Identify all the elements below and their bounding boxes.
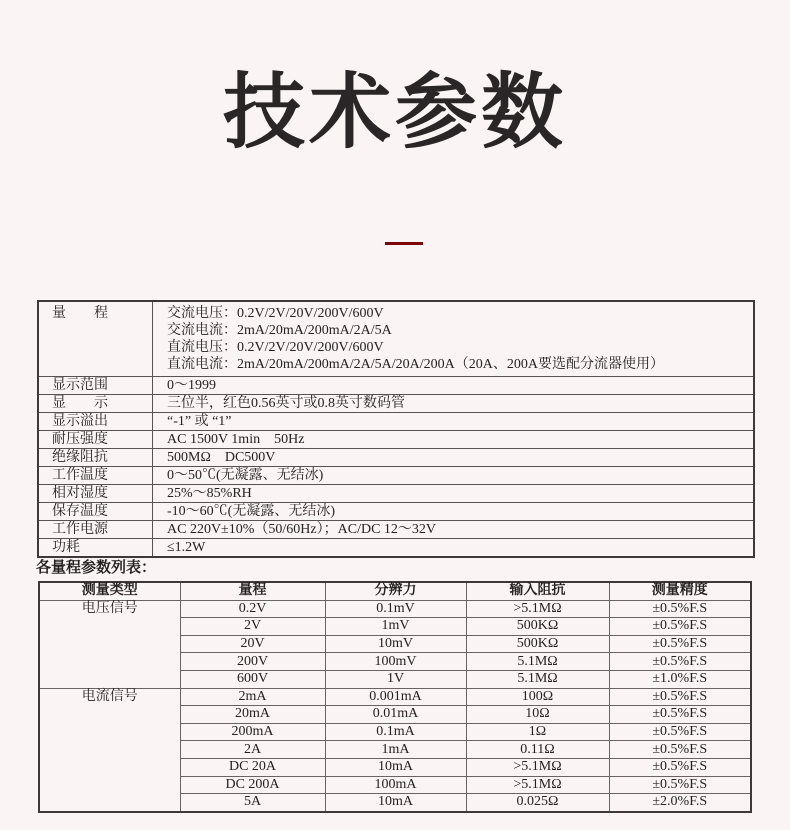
resolution-cell: 1mA — [325, 741, 466, 759]
range-header-cell: 量程 — [180, 582, 325, 600]
accuracy-cell: ±0.5%F.S — [609, 618, 751, 636]
accuracy-cell: ±0.5%F.S — [609, 758, 751, 776]
spec-row — [38, 503, 754, 521]
resolution-cell: 1V — [325, 670, 466, 688]
spec-value: “-1” 或 “1” — [153, 413, 755, 431]
resolution-cell: 100mV — [325, 653, 466, 671]
impedance-cell: 5.1MΩ — [466, 670, 609, 688]
resolution-cell: 10mA — [325, 794, 466, 812]
spec-value: 0～1999 — [153, 377, 755, 395]
resolution-cell: 10mA — [325, 758, 466, 776]
spec-row — [38, 521, 754, 539]
range-table — [38, 581, 752, 813]
accuracy-cell: ±0.5%F.S — [609, 741, 751, 759]
impedance-cell: 10Ω — [466, 706, 609, 724]
range-cell: 0.2V — [180, 600, 325, 618]
range-row — [39, 688, 751, 706]
spec-row — [38, 431, 754, 449]
resolution-cell: 0.1mV — [325, 600, 466, 618]
spec-label: 绝缘阻抗 — [38, 449, 153, 467]
spec-row — [38, 377, 754, 395]
spec-value: AC 220V±10%（50/60Hz）；AC/DC 12～32V — [153, 521, 755, 539]
range-cell: DC 200A — [180, 776, 325, 794]
spec-value-line: 直流电流：2mA/20mA/200mA/2A/5A/20A/200A（20A、200A要选配分流器使用） — [167, 357, 664, 372]
range-cell: 5A — [180, 794, 325, 812]
spec-value-line: 交流电流：2mA/20mA/200mA/2A/5A — [167, 323, 392, 338]
range-header-cell: 测量类型 — [39, 582, 180, 600]
spec-label: 显示范围 — [38, 377, 153, 395]
spec-value: -10～60℃(无凝露、无结冰) — [153, 503, 755, 521]
spec-value: 25%～85%RH — [153, 485, 755, 503]
spec-label: 功耗 — [38, 539, 153, 558]
range-header-cell: 分辨力 — [325, 582, 466, 600]
resolution-cell: 0.1mA — [325, 723, 466, 741]
accuracy-cell: ±2.0%F.S — [609, 794, 751, 812]
spec-label: 显 示 — [38, 395, 153, 413]
impedance-cell: 500KΩ — [466, 618, 609, 636]
spec-value: 500MΩ DC500V — [153, 449, 755, 467]
accuracy-cell: ±0.5%F.S — [609, 723, 751, 741]
accuracy-cell: ±0.5%F.S — [609, 653, 751, 671]
impedance-cell: 100Ω — [466, 688, 609, 706]
spec-label: 相对湿度 — [38, 485, 153, 503]
measure-type-cell: 电流信号 — [39, 688, 180, 812]
spec-value-line: 交流电压：0.2V/2V/20V/200V/600V — [167, 306, 384, 321]
spec-row — [38, 539, 754, 558]
range-cell: 2A — [180, 741, 325, 759]
range-cell: 20V — [180, 635, 325, 653]
impedance-cell: 0.11Ω — [466, 741, 609, 759]
spec-value: 三位半，红色0.56英寸或0.8英寸数码管 — [153, 395, 755, 413]
range-cell: 2mA — [180, 688, 325, 706]
impedance-cell: 1Ω — [466, 723, 609, 741]
spec-value-line: 直流电压：0.2V/2V/20V/200V/600V — [167, 340, 384, 355]
spec-value — [153, 301, 755, 377]
range-header-row — [39, 582, 751, 600]
range-header-cell: 测量精度 — [609, 582, 751, 600]
spec-value: ≤1.2W — [153, 539, 755, 558]
resolution-cell: 0.01mA — [325, 706, 466, 724]
range-cell: 200V — [180, 653, 325, 671]
range-cell: DC 20A — [180, 758, 325, 776]
spec-value: AC 1500V 1min 50Hz — [153, 431, 755, 449]
spec-value: 0～50℃(无凝露、无结冰) — [153, 467, 755, 485]
page-title: 技术参数 — [222, 67, 567, 158]
spec-label: 显示溢出 — [38, 413, 153, 431]
range-table-caption: 各量程参数列表： — [36, 559, 157, 576]
accuracy-cell: ±0.5%F.S — [609, 635, 751, 653]
spec-label: 耐压强度 — [38, 431, 153, 449]
range-cell: 20mA — [180, 706, 325, 724]
resolution-cell: 1mV — [325, 618, 466, 636]
accuracy-cell: ±0.5%F.S — [609, 776, 751, 794]
accuracy-cell: ±0.5%F.S — [609, 706, 751, 724]
spec-row — [38, 413, 754, 431]
resolution-cell: 10mV — [325, 635, 466, 653]
spec-row — [38, 395, 754, 413]
range-cell: 2V — [180, 618, 325, 636]
impedance-cell: >5.1MΩ — [466, 776, 609, 794]
impedance-cell: 500KΩ — [466, 635, 609, 653]
accuracy-cell: ±1.0%F.S — [609, 670, 751, 688]
range-cell: 200mA — [180, 723, 325, 741]
impedance-cell: >5.1MΩ — [466, 600, 609, 618]
spec-label: 工作电源 — [38, 521, 153, 539]
spec-label: 保存温度 — [38, 503, 153, 521]
measure-type-cell: 电压信号 — [39, 600, 180, 688]
spec-row — [38, 301, 754, 377]
resolution-cell: 0.001mA — [325, 688, 466, 706]
range-cell: 600V — [180, 670, 325, 688]
title-divider — [385, 242, 423, 245]
range-header-cell: 输入阻抗 — [466, 582, 609, 600]
spec-row — [38, 485, 754, 503]
spec-table — [37, 300, 755, 558]
spec-label: 工作温度 — [38, 467, 153, 485]
range-row — [39, 600, 751, 618]
spec-row — [38, 449, 754, 467]
impedance-cell: >5.1MΩ — [466, 758, 609, 776]
spec-label: 量 程 — [38, 301, 153, 377]
impedance-cell: 5.1MΩ — [466, 653, 609, 671]
accuracy-cell: ±0.5%F.S — [609, 688, 751, 706]
impedance-cell: 0.025Ω — [466, 794, 609, 812]
accuracy-cell: ±0.5%F.S — [609, 600, 751, 618]
resolution-cell: 100mA — [325, 776, 466, 794]
spec-row — [38, 467, 754, 485]
